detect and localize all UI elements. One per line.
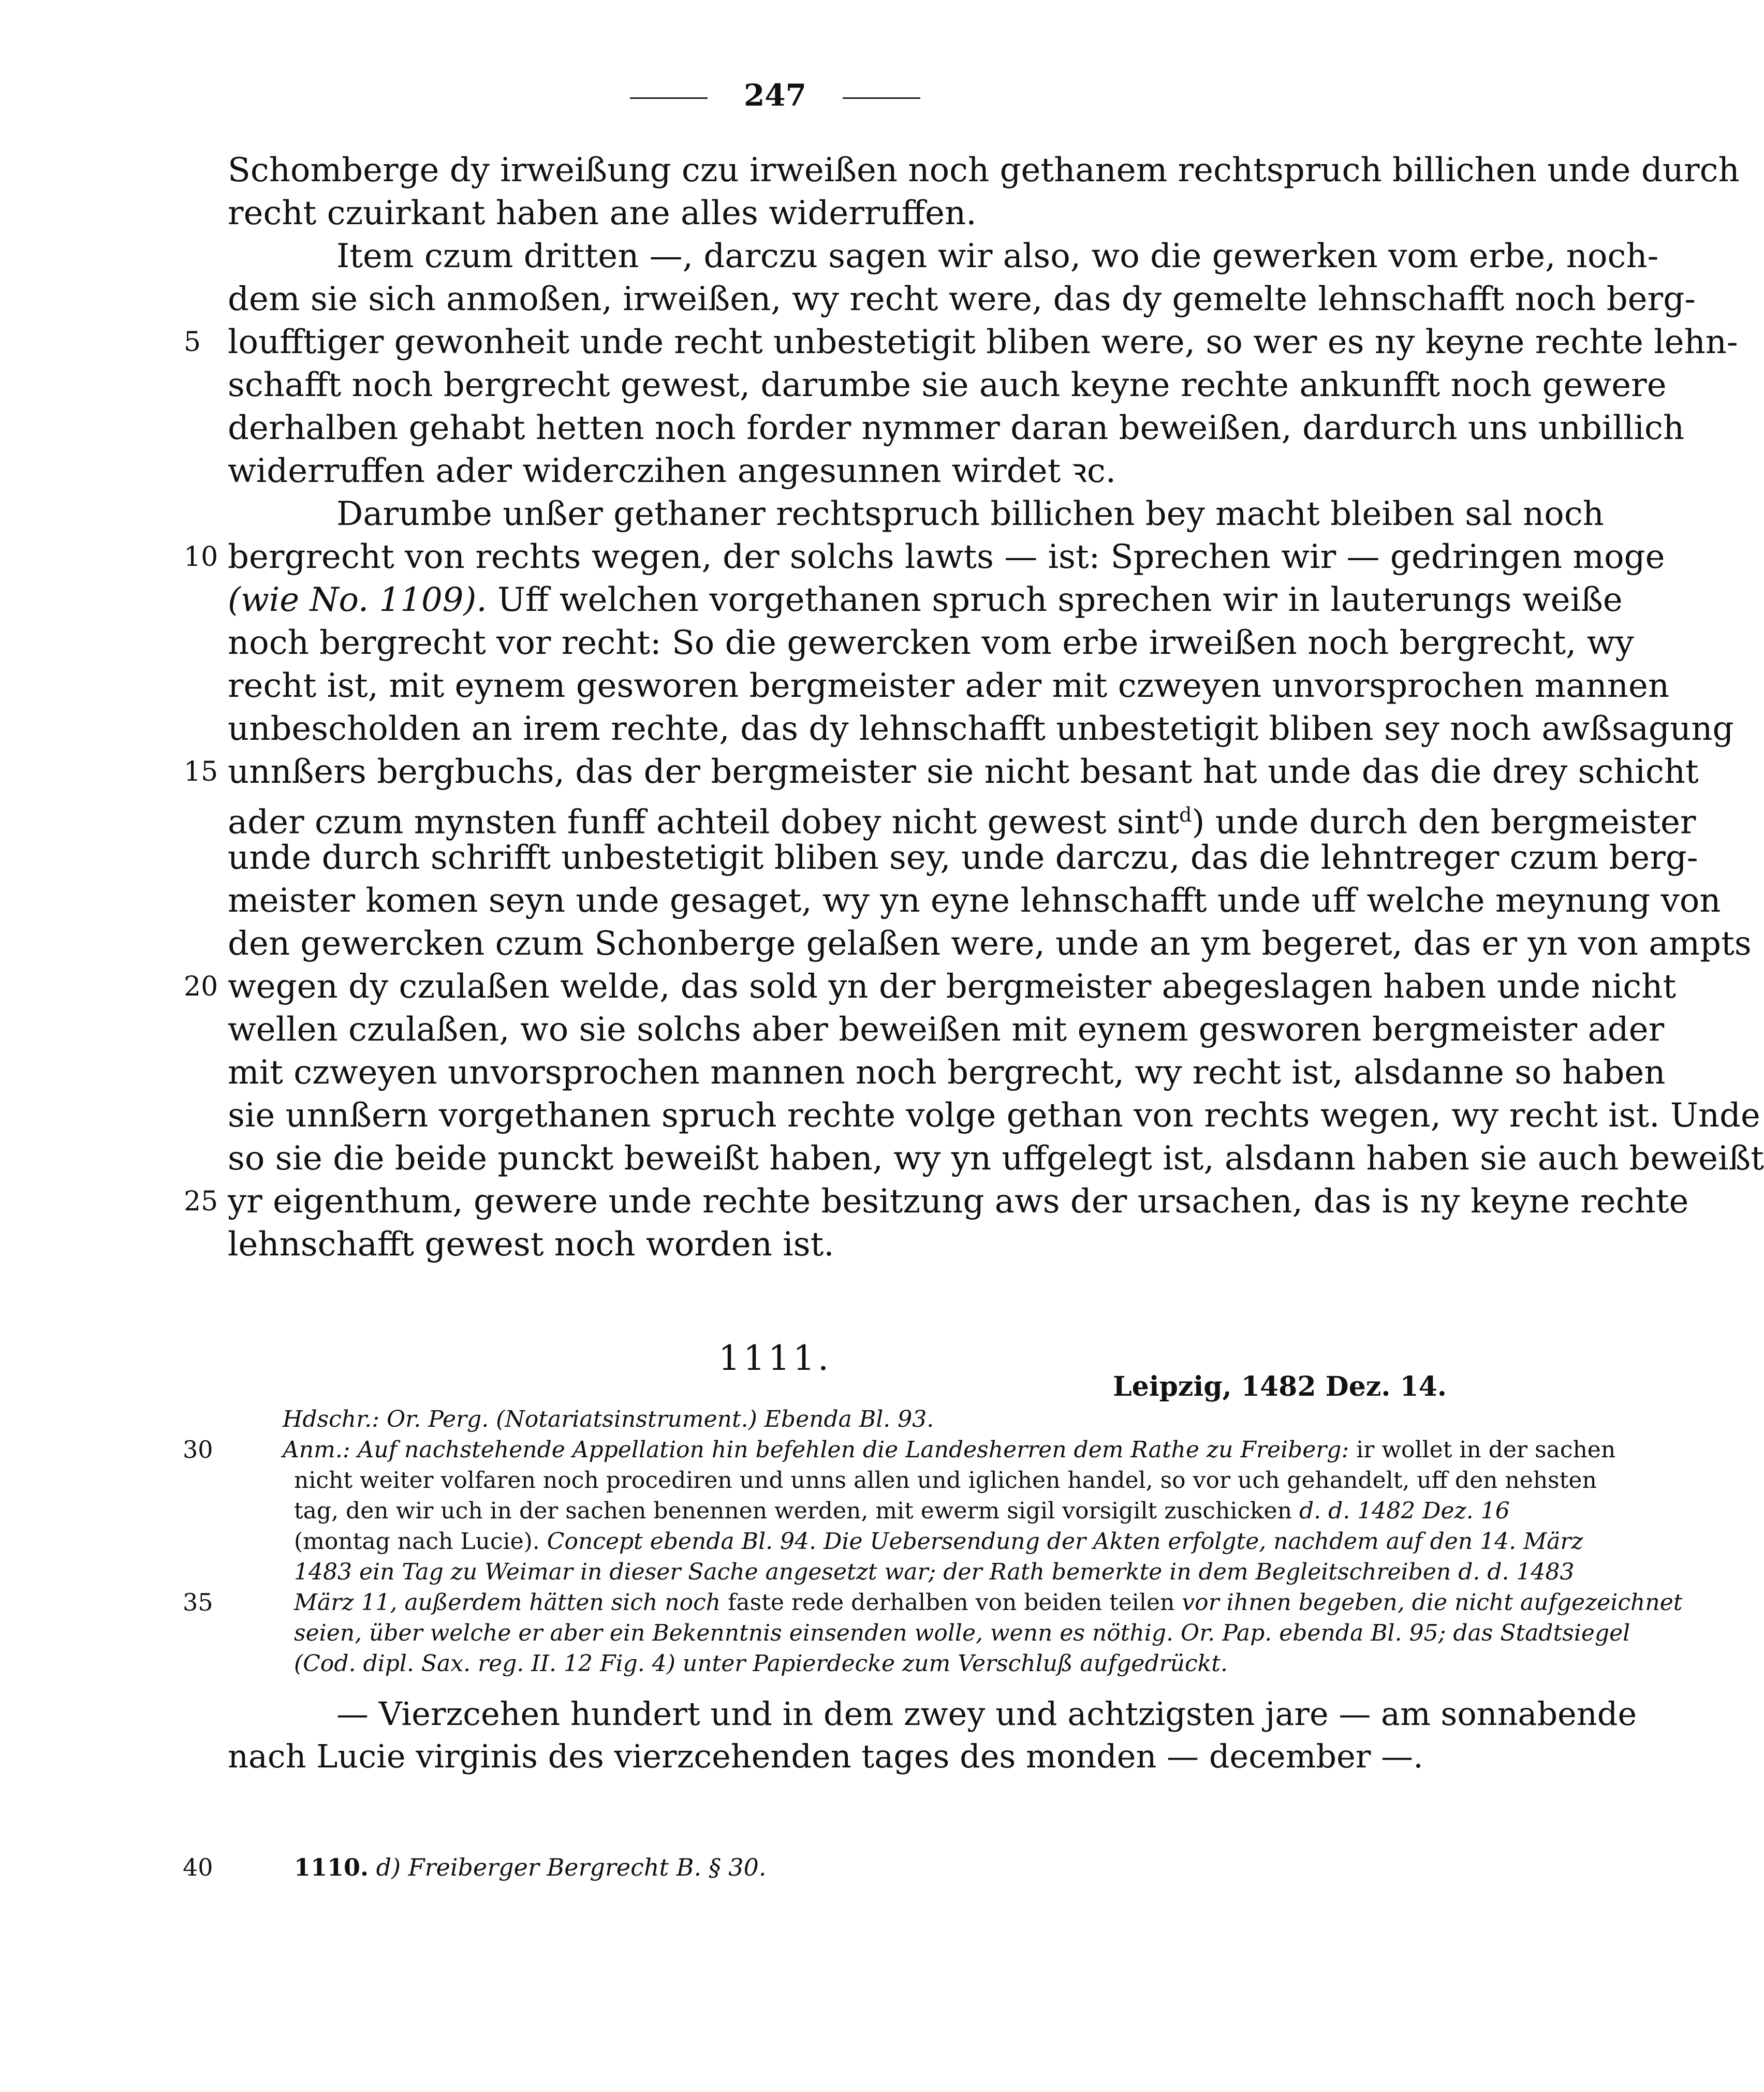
note-line [283,1404,1448,1435]
note-segment: Hdschr.: Or. Perg. (Notariatsinstrument.) Ebenda Bl. 93. [283,1406,934,1432]
note-line [183,1587,1683,1618]
text-content: derhalben gehabt hetten noch forder nymmer daran beweißen, dardurch uns unbillich [228,409,1685,447]
note-line [294,1465,1597,1496]
note-line [294,1557,1575,1587]
text-content: — Vierzcehen hundert und in dem zwey und achtzigsten jare — am sonnabende [336,1695,1637,1733]
text-line [228,235,1659,278]
text-line [228,407,1685,450]
note-segment: ir wollet in der sachen [1349,1437,1616,1463]
text-content: unde durch schrifft unbestetigit bliben sey, unde darczu, das die lehntreger czum berg- [228,839,1698,877]
note-segment: (montag nach Lucie). [294,1528,547,1555]
main-text [184,149,1764,1266]
text-line [228,1137,1764,1180]
line-number: 15 [184,756,218,787]
text-content: sie unnßern vorgethanen spruch rechte volge gethan von rechts wegen, wy recht ist. Unde [228,1096,1760,1135]
text-line [228,278,1696,321]
text-content: noch bergrecht vor recht: So die gewercken vom erbe irweißen noch bergrecht, wy [228,624,1634,662]
text-line [228,192,1449,235]
text-line [228,1008,1665,1051]
text-line [228,1094,1760,1137]
text-content: recht czuirkant haben ane alles widerruffen. [228,194,977,232]
note-line [294,1648,1448,1679]
text-content: Darumbe unßer gethaner rechtspruch billichen bey macht bleiben sal noch [336,495,1604,533]
text-content: unnßers bergbuchs, das der bergmeister sie nicht besant hat unde das die drey schicht [228,753,1699,791]
document-place-date: Leipzig, 1482 Dez. 14. [1113,1371,1447,1402]
text-content: dem sie sich anmoßen, irweißen, wy recht were, das dy gemelte lehnschafft noch berg- [228,280,1696,318]
text-line [228,923,1752,965]
text-line [228,837,1698,880]
text-content: bergrecht von rechts wegen, der solchs lawts — ist: Sprechen wir — gedringen moge [228,538,1665,576]
note-segment: Anm.: Auf nachstehende Appellation hin befehlen die Landesherren dem Rathe zu Freiberg: [283,1437,1349,1463]
line-number: 10 [184,542,218,573]
text-content: wellen czulaßen, wo sie solchs aber beweißen mit eynem gesworen bergmeister ader [228,1011,1665,1049]
note-segment: (Cod. dipl. Sax. reg. II. 12 Fig. 4) unter Papierdecke zum Verschluß aufgedrückt. [294,1650,1228,1677]
text-content: ader czum mynsten funff achteil dobey nicht gewest sint [228,803,1180,842]
text-content: den gewercken czum Schonberge gelaßen were, unde an ym begeret, das er yn von ampts [228,925,1752,963]
text-line [228,579,1623,622]
note-segment: vor ihnen begeben, die nicht aufgezeichnet [1182,1589,1683,1616]
text-line [228,149,1740,192]
text-content: lehnschafft gewest noch worden ist. [228,1225,834,1264]
text-content: Item czum dritten —, darczu sagen wir also, wo die gewerken vom erbe, noch- [336,237,1659,275]
footnote-marker: d [1179,803,1192,826]
footnote-text: d) Freiberger Bergrecht B. § 30. [376,1853,767,1881]
text-line [228,1223,1449,1266]
text-content: Schomberge dy irweißung czu irweißen noch gethanem rechtspruch billichen unde durch [228,151,1740,189]
text-line [228,665,1670,708]
text-content: yr eigenthum, gewere unde rechte besitzung aws der ursachen, das is ny keyne rechte [228,1182,1689,1221]
text-content: mit czweyen unvorsprochen mannen noch bergrecht, wy recht ist, alsdanne so haben [228,1054,1666,1092]
footnote [183,1853,767,1881]
text-line [228,622,1634,665]
text-content: Uff welchen vorgethanen spruch sprechen wir in lauterungs weiße [487,581,1623,619]
text-content: nach Lucie virginis des vierzcehenden tages des monden — december —. [228,1737,1423,1775]
text-content: schafft noch bergrecht gewest, darumbe sie auch keyne rechte ankunfft noch gewere [228,366,1667,404]
text-line [184,1180,1689,1223]
text-content: meister komen seyn unde gesaget, wy yn eyne lehnschafft unde uff welche meynung von [228,882,1721,920]
rule-right [843,97,920,99]
text-line [228,880,1721,923]
note-segment: März 11, außerdem hätten sich noch [294,1589,721,1616]
text-line [228,708,1734,751]
text-content: unbescholden an irem rechte, das dy lehnschafft unbestetigit bliben sey noch awßsagung [228,710,1734,748]
page-number-text: 247 [743,78,807,113]
charter-line [228,1693,1637,1735]
note-line [294,1618,1630,1648]
note-segment: nicht weiter volfaren noch procediren und unns allen und iglichen handel, so vor uch gehandelt, uff den nehsten [294,1467,1597,1494]
note-segment: Concept ebenda Bl. 94. Die Uebersendung der Akten erfolgte, nachdem auf den 14. März [547,1528,1583,1555]
text-line [228,450,1449,493]
note-line [294,1526,1583,1557]
line-number: 5 [184,327,201,358]
text-content: recht ist, mit eynem gesworen bergmeister ader mit czweyen unvorsprochen mannen [228,667,1670,705]
line-number: 35 [183,1588,213,1616]
editorial-notes [183,1404,1683,1679]
note-segment: 1483 ein Tag zu Weimar in dieser Sache angesetzt war; der Rath bemerkte in dem Begleitschreiben d. d. 1483 [294,1559,1575,1585]
charter-text [228,1693,1637,1778]
page-number [0,78,1550,113]
text-line [228,1051,1666,1094]
text-italic: (wie No. 1109). [228,581,487,619]
text-line [228,364,1667,407]
text-line [184,751,1699,794]
text-line [228,794,1696,842]
text-line [184,321,1738,364]
line-number: 40 [183,1853,213,1881]
text-content: loufftiger gewonheit unde recht unbestetigit bliben were, so wer es ny keyne rechte lehn- [228,323,1738,361]
note-segment: faste rede derhalben von beiden teilen [721,1589,1182,1616]
charter-line [228,1735,1449,1778]
line-number: 30 [183,1436,213,1464]
line-number: 25 [184,1186,218,1217]
document-number: 1111. [718,1338,832,1378]
text-line [184,536,1665,579]
text-content: wegen dy czulaßen welde, das sold yn der bergmeister abegeslagen haben unde nicht [228,968,1677,1006]
line-number: 20 [184,971,218,1002]
text-content: widerruffen ader widerczihen angesunnen wirdet ꝛc. [228,452,1116,490]
text-content: ) unde durch den bergmeister [1192,803,1696,842]
note-segment: seien, über welche er aber ein Bekenntnis einsenden wolle, wenn es nöthig. Or. Pap. ebenda Bl. 95; das Stadtsiegel [294,1620,1630,1646]
note-segment: tag, den wir uch in der sachen benennen werden, mit ewerm sigil vorsigilt zuschicken [294,1498,1300,1524]
footnote-ref: 1110. [294,1853,369,1881]
text-line [184,965,1677,1008]
note-line [183,1435,1616,1465]
text-content: so sie die beide punckt beweißt haben, wy yn uffgelegt ist, alsdann haben sie auch beweißt [228,1139,1764,1178]
text-line [228,493,1604,536]
note-segment: d. d. 1482 Dez. 16 [1299,1498,1510,1524]
rule-left [630,97,708,99]
note-line [294,1496,1510,1526]
